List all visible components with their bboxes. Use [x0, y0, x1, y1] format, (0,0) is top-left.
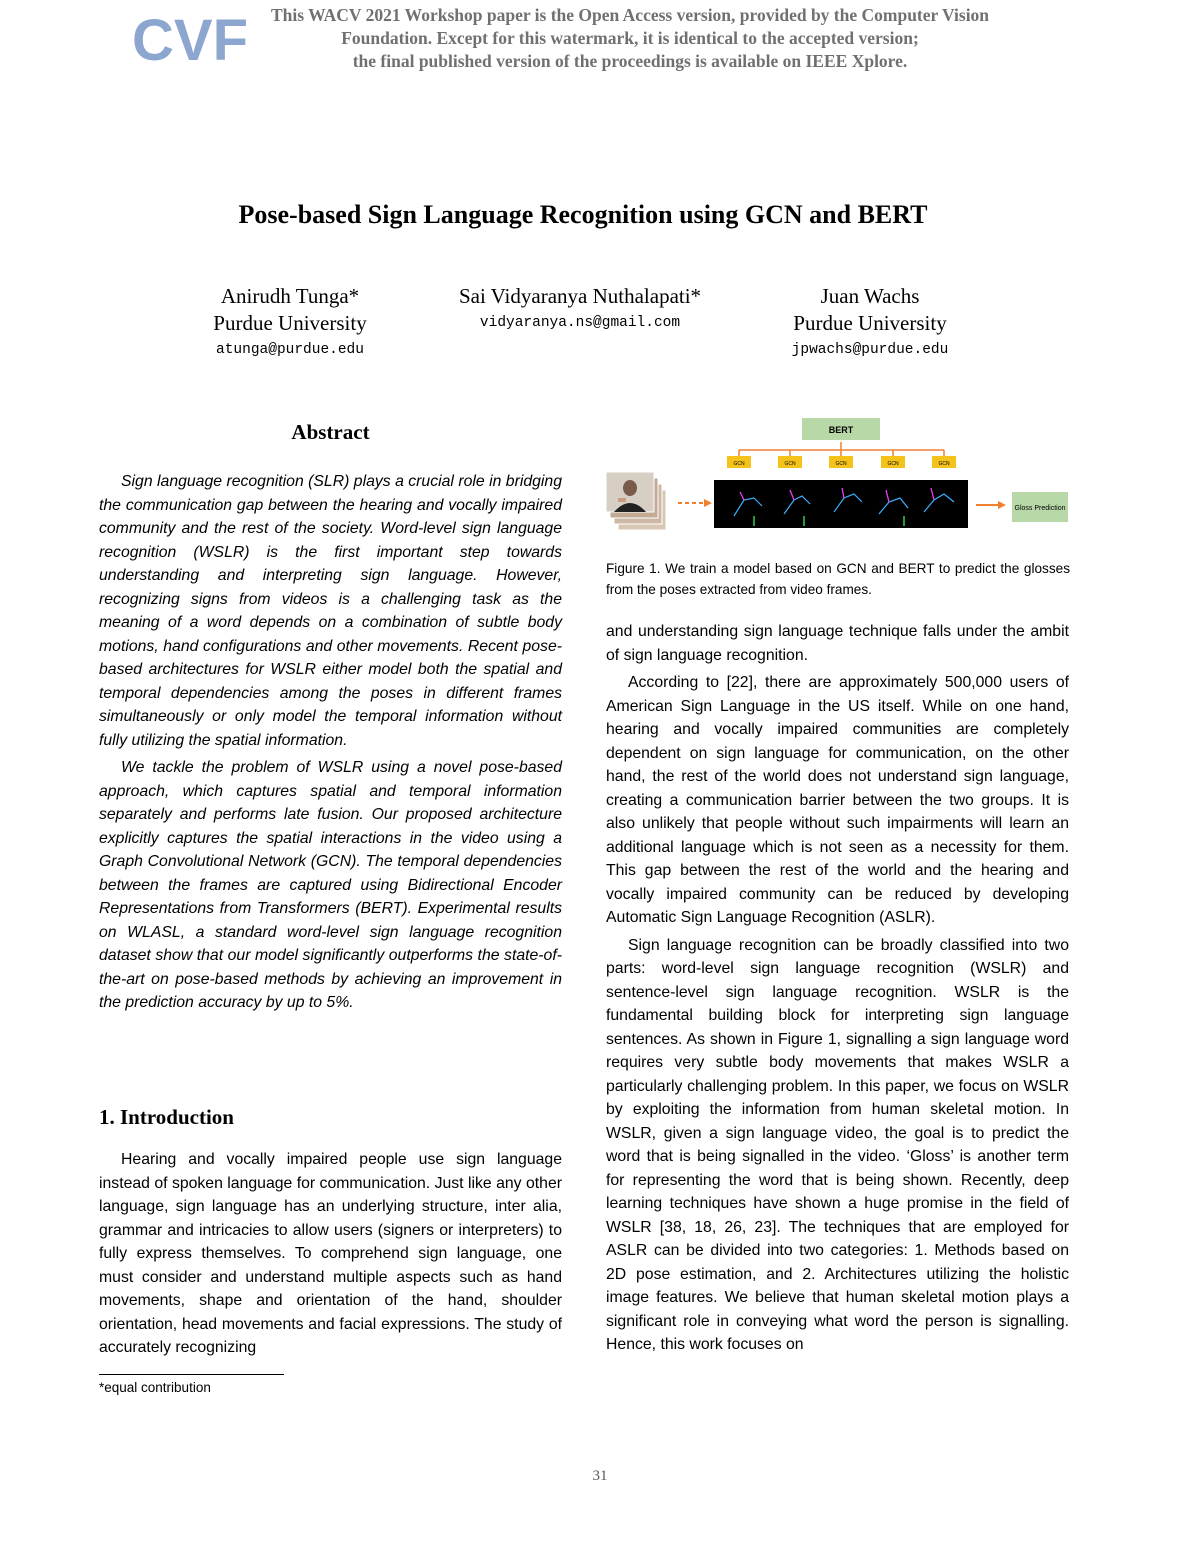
author-block [420, 283, 740, 337]
author-name: Sai Vidyaranya Nuthalapati* [458, 284, 702, 308]
gcn-label: GCN [733, 461, 745, 467]
footnote: *equal contribution [99, 1380, 211, 1395]
author-email[interactable]: jpwachs@purdue.edu [791, 342, 949, 358]
watermark-line: Foundation. Except for this watermark, it is identical to the accepted version; [341, 28, 919, 48]
body-paragraph: Sign language recognition can be broadly classified into two parts: word-level sign language recognition (WSLR) and sentence-level sign language recognition. WSLR is the fundamental building block for interpreting sign language sentences. As shown in Figure 1, signalling a sign language word requires very subtle body movements that makes WSLR a particularly challenging problem. In this paper, we focus on WSLR by exploiting the information from human skeletal motion. In WSLR, given a sign language video, the goal is to predict the word that is being signalled in the video. ‘Gloss’ is another term for representing the word that is being shown. Recently, deep learning techniques have shown a huge promise in the field of WSLR [38, 18, 26, 23]. The techniques that are employed for ASLR can be divided into two categories: 1. Methods based on 2D pose estimation, and 2. Architectures utilizing the holistic image features. We believe that human skeletal motion plays a significant role in conveying what word the person is signalling. Hence, this work focuses on [606, 936, 1069, 1353]
author-block [170, 283, 410, 364]
figure-1-diagram [604, 416, 1070, 534]
abstract-paragraph: Sign language recognition (SLR) plays a crucial role in bridging the communication gap between the hearing and vocally impaired community and the rest of the society. Word-level sign language recognition (WSLR) is the first important step towards understanding and interpreting sign language. However, recognizing signs from videos is a challenging task as the meaning of a word depends on a combination of subtle body motions, hand configurations and other movements. Recent pose-based architectures for WSLR either model both the spatial and temporal dependencies among the poses in different frames simultaneously or only model the temporal information without fully utilizing the spatial information. [99, 473, 562, 749]
right-column-body [606, 620, 1069, 1361]
bert-label: BERT [828, 425, 854, 435]
abstract-paragraph: We tackle the problem of WSLR using a novel pose-based approach, which captures spatial and temporal information separately and performs late fusion. Our proposed architecture explicitly captures the spatial interactions in the video using a Graph Convolutional Network (GCN). The temporal dependencies between the frames are captured using Bidirectional Encoder Representations from Transformers (BERT). Experimental results on WLASL, a standard word-level sign language recognition dataset show that our model significantly outperforms the state-of-the-art on pose-based methods by achieving an improvement in the prediction accuracy by up to 5%. [99, 759, 562, 1011]
paper-title: Pose-based Sign Language Recognition using GCN and BERT [238, 200, 928, 229]
watermark-line: the final published version of the proceedings is available on IEEE Xplore. [352, 51, 908, 71]
author-name: Anirudh Tunga* [220, 284, 360, 308]
author-email[interactable]: atunga@purdue.edu [216, 342, 364, 358]
author-email[interactable]: vidyaranya.ns@gmail.com [479, 315, 681, 331]
page-number: 31 [592, 1468, 608, 1484]
author-affiliation: Purdue University [213, 311, 367, 335]
introduction-paragraph: Hearing and vocally impaired people use sign language instead of spoken language for communication. Just like any other language, sign language has an underlying structure, inter alia, grammar and intricacies to allow users (signers or interpreters) to fully express themselves. To comprehend sign language, one must consider and understand multiple aspects such as hand movements, shape and orientation of the hand, shoulder orientation, head movements and facial expressions. The study of accurately recognizing [99, 1151, 562, 1356]
video-frames-stack [606, 472, 666, 530]
introduction-heading: 1. Introduction [99, 1105, 234, 1129]
author-block [750, 283, 990, 364]
gloss-prediction-label: Gloss Prediction [1014, 505, 1066, 512]
watermark-line: This WACV 2021 Workshop paper is the Open Access version, provided by the Computer Vision [270, 5, 990, 25]
body-paragraph: According to [22], there are approximately 500,000 users of American Sign Language in the US itself. While on one hand, hearing and vocally impaired communities are completely dependent on sign language for communication, on the other hand, the rest of the world does not understand sign language, creating a communication barrier between the two groups. It is also unlikely that people without such impairments will learn an additional language which is not seen as a necessity for them. This gap between the rest of the world and the hearing and vocally impaired community can be reduced by developing Automatic Sign Language Recognition (ASLR). [606, 674, 1069, 926]
abstract-body [99, 470, 562, 1019]
gcn-label: GCN [784, 461, 796, 467]
gcn-label: GCN [887, 461, 899, 467]
gcn-label: GCN [938, 461, 950, 467]
cvf-logo-text: CVF [132, 8, 248, 73]
author-affiliation: Purdue University [793, 311, 947, 335]
open-access-watermark [200, 4, 1060, 73]
gcn-boxes [727, 450, 956, 468]
gcn-label: GCN [835, 461, 847, 467]
author-name: Juan Wachs [820, 284, 920, 308]
footnote-rule [99, 1374, 284, 1375]
figure-1-caption: Figure 1. We train a model based on GCN and BERT to predict the glosses from the poses extracted from video frames. [606, 561, 1070, 597]
introduction-body [99, 1148, 562, 1364]
abstract-heading: Abstract [291, 420, 370, 444]
body-paragraph: and understanding sign language technique falls under the ambit of sign language recognition. [606, 623, 1069, 664]
